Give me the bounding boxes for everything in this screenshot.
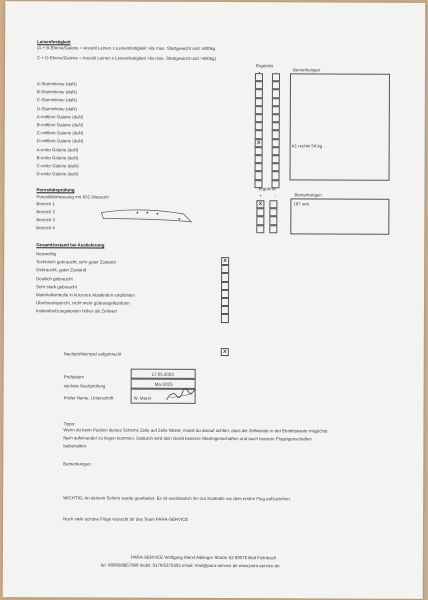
line-strength-item: C-erste Galerie (daN) — [36, 163, 79, 169]
inspection-date-value: 17.05.2023 — [151, 371, 174, 377]
porosity-area: Bereich 1 — [36, 201, 55, 207]
glider-outline-diagram — [99, 204, 195, 230]
overall-condition-item: Deutlich gebraucht — [36, 275, 73, 281]
line-strength-item: D-Stammleine (daN) — [36, 105, 77, 111]
porosity-checkbox[interactable] — [256, 225, 264, 233]
line-strength-item: C-Stammleine (daN) — [36, 97, 77, 103]
tips-line-2: flach aufeinander zu liegen kommen. Dadurch wird dein Gerät bessere Starteigenschaften und auch bessere Flugeigenschaften — [63, 435, 312, 442]
line-strength-rule-2: C + D-Ebene/Galerie = Anzahl Leinen x Leinenfestigkeit >6x max. Startgewicht und >600kg) — [37, 55, 216, 62]
porosity-subtitle: Porositätsmessung mit JDC-Messuhr — [36, 194, 109, 200]
porosity-remarks-header: Bemerkungen — [294, 192, 322, 198]
overall-condition-checkbox[interactable] — [221, 306, 229, 314]
line-strength-checkbox[interactable] — [255, 98, 263, 106]
porosity-area: Bereich 3 — [36, 217, 55, 223]
line-strength-rule-1: (A + B-Ebene/Galerie = Anzahl Leinen x Leinenfestigkeit >8x max. Startgewicht und >800kg — [37, 45, 216, 52]
line-strength-title: Leinenfestigkeit — [37, 39, 71, 45]
tips-line-3: beibehalten. — [63, 443, 88, 449]
line-strength-checkbox[interactable] — [272, 155, 280, 163]
overall-condition-item: Gebraucht, guter Zustand — [36, 267, 87, 273]
overall-condition-title: Gesamtzustand bei Auslieferung — [36, 242, 105, 248]
porosity-checkbox[interactable]: X — [256, 200, 264, 208]
line-strength-checkbox[interactable] — [255, 81, 263, 89]
overall-condition-checkbox[interactable] — [221, 290, 229, 298]
inspection-date-label: Prüfdatum — [63, 374, 84, 380]
porosity-col-plus: + — [259, 193, 263, 199]
line-strength-remarks-box — [290, 73, 390, 180]
line-strength-checkbox[interactable] — [272, 163, 280, 171]
inspection-form-page — [3, 1, 426, 599]
tips-title: Tipps: — [63, 421, 76, 427]
porosity-result-header: Ergebnis — [258, 186, 276, 192]
line-strength-remarks-text: A1 rechts 54 kg — [291, 143, 323, 149]
porosity-checkbox[interactable] — [269, 225, 277, 233]
overall-condition-item: Neuwertig — [36, 251, 56, 257]
overall-condition-item: Materialkontrolle in kürzeren Abständen empfohlen — [36, 292, 135, 298]
overall-condition-checkbox[interactable] — [221, 298, 229, 306]
overall-condition-checkbox[interactable] — [221, 314, 229, 322]
line-strength-remarks-header: Bemerkungen — [292, 67, 321, 73]
inspector-label: Prüfer Name, Unterschrift — [63, 395, 114, 401]
porosity-title: Porositätsprüfung — [36, 187, 75, 193]
tips-line-1: Wenn du beim Packen deines Schirms Zelle auf Zelle faltest, musst du darauf achten, dass die Zellwände in der Eintrittskante möglichst — [63, 427, 328, 434]
line-strength-checkbox[interactable] — [272, 98, 280, 106]
stamp-label: Nachprüfstempel aufgebracht — [63, 351, 122, 357]
overall-condition-item: Sehr stark gebraucht — [36, 284, 77, 290]
footer-contact: tel: 08066/8857996 mobil: 0179/5370302 email: mail@para-service.de www.para-service.de — [100, 562, 280, 569]
porosity-checkbox[interactable] — [269, 200, 277, 208]
line-strength-item: B-Stammleine (daN) — [36, 89, 77, 95]
porosity-remarks-text: 187 sek. — [293, 201, 311, 207]
porosity-area: Bereich 4 — [36, 225, 55, 231]
porosity-col-minus: - — [274, 193, 276, 199]
footer-address: PARA-SERVICE Wolfgang Marxt Aiblinger Straße 52 83075 Bad Feilnbach — [130, 554, 277, 561]
inspection-data-table — [60, 365, 235, 406]
porosity-checkbox[interactable] — [269, 208, 277, 216]
overall-condition-checkbox[interactable]: X — [221, 257, 229, 265]
line-strength-checkbox[interactable] — [255, 155, 263, 163]
line-strength-checkbox[interactable]: X — [255, 139, 263, 147]
next-inspection-value: Mai 2025 — [154, 381, 173, 387]
line-strength-checkbox[interactable] — [255, 114, 263, 122]
overall-condition-checkbox[interactable] — [221, 265, 229, 273]
stamp-checkbox[interactable]: X — [221, 348, 229, 356]
line-strength-checkbox[interactable] — [255, 73, 263, 81]
line-strength-checkbox[interactable] — [272, 122, 280, 130]
line-strength-checkbox[interactable] — [272, 172, 280, 180]
line-strength-checkbox[interactable] — [255, 163, 263, 171]
line-strength-checkbox[interactable] — [272, 73, 280, 81]
line-strength-item: A-Stammleine (daN) — [36, 81, 77, 87]
inspector-name: W. Marxt — [133, 395, 151, 401]
line-strength-checkbox[interactable] — [272, 90, 280, 98]
line-strength-checkbox[interactable] — [272, 139, 280, 147]
line-strength-checkbox[interactable] — [272, 131, 280, 139]
inspection-date-field[interactable] — [131, 369, 196, 379]
line-strength-item: A-erste Galerie (daN) — [36, 146, 79, 153]
line-strength-result-header: Ergebnis — [256, 63, 274, 69]
closing-wishes: Noch viele schöne Flüge wünscht dir das Team PARA-SERVICE — [63, 516, 189, 522]
next-inspection-label: nächste Nachprüfung — [63, 383, 106, 389]
remarks-label: Bemerkungen: — [63, 461, 92, 467]
line-strength-item: D-erste Galerie (daN) — [36, 171, 79, 177]
line-strength-item: A-mittlere Galerie (daN) — [36, 114, 84, 120]
overall-condition-item: Technisch gebraucht, sehr guter Zustand — [36, 259, 116, 265]
line-strength-item: D-mittlere Galerie (daN) — [36, 138, 84, 144]
line-strength-checkbox[interactable] — [255, 106, 263, 114]
line-strength-checkbox[interactable] — [255, 90, 263, 98]
line-strength-checkbox[interactable] — [272, 114, 280, 122]
line-strength-col-plus: + — [257, 70, 261, 76]
line-strength-checkbox[interactable] — [255, 172, 263, 180]
line-strength-checkbox[interactable] — [272, 147, 280, 155]
overall-condition-checkbox[interactable] — [221, 273, 229, 281]
line-strength-checkbox[interactable] — [255, 122, 263, 130]
line-strength-item: C-mittlere Galerie (daN) — [36, 130, 84, 136]
overall-condition-item: Überbeanspurcht, nicht mehr gütesiegelkonform — [35, 300, 130, 306]
porosity-checkbox[interactable] — [256, 208, 264, 216]
porosity-area: Bereich 2 — [36, 209, 55, 215]
important-note: WICHTIG: An deinem Schirm wurde gearbeitet. Es ist unerlässlich ihn zur Kontrolle vor dem ersten Flug aufzuziehen. — [63, 495, 292, 502]
line-strength-checkbox[interactable] — [255, 131, 263, 139]
porosity-checkbox[interactable] — [256, 217, 264, 225]
line-strength-item: B-erste Galerie (daN) — [36, 155, 79, 161]
line-strength-checkbox[interactable] — [272, 106, 280, 114]
inspector-signature — [165, 386, 199, 404]
line-strength-col-minus: - — [274, 70, 277, 76]
porosity-checkbox[interactable] — [269, 217, 277, 225]
line-strength-checkbox[interactable] — [255, 147, 263, 155]
overall-condition-item: Instandsetzungskosten höher als Zeitwert — [35, 308, 117, 314]
overall-condition-checkbox[interactable] — [221, 282, 229, 290]
line-strength-item: B-mittlere Galerie (daN) — [36, 122, 84, 128]
line-strength-checkbox[interactable] — [272, 81, 280, 89]
